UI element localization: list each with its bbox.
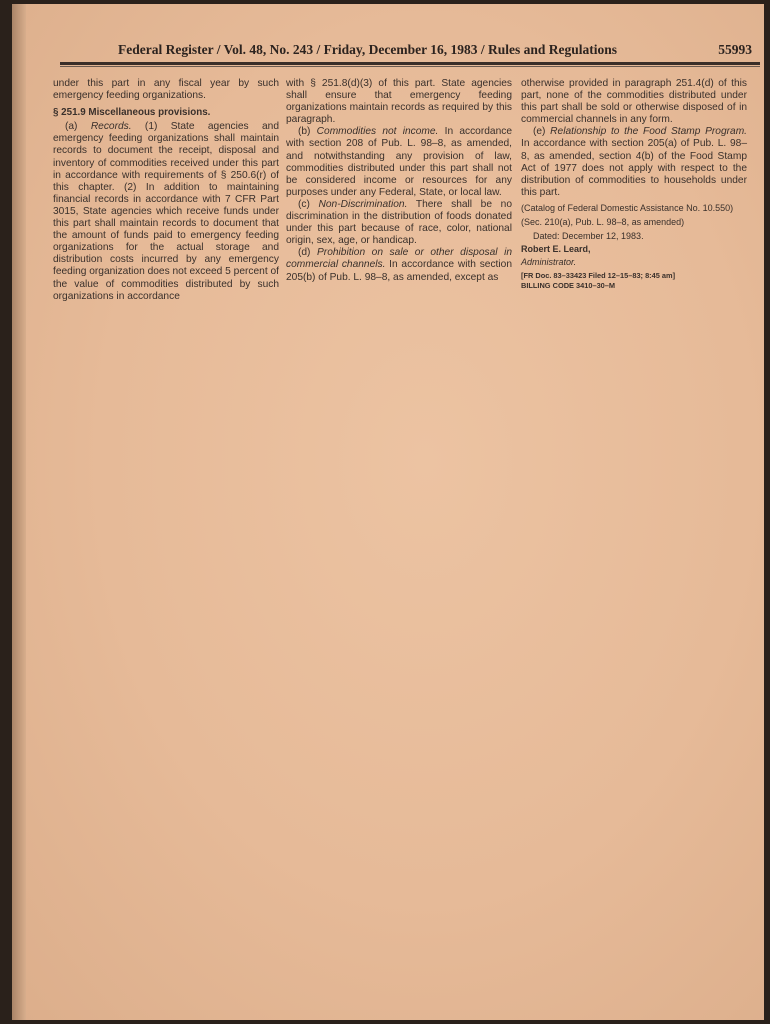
- document-page: [12, 4, 764, 1020]
- paragraph-e: [521, 126, 747, 199]
- paragraph-text: In accordance with section 205(a) of Pub. L. 98–8, as amended, section 4(b) of the Food Stamp Act of 1977 does not apply with respect to the distribution of commodities to households under this part.: [521, 138, 747, 198]
- fr-doc-line: [FR Doc. 83–33423 Filed 12–15–83; 8:45 am]: [521, 270, 676, 280]
- authority-citation: (Sec. 210(a), Pub. L. 98–8, as amended): [521, 216, 685, 227]
- paragraph-d: [286, 247, 512, 283]
- paragraph-text: In accordance with section 205(b) of Pub. L. 98–8, as amended, except as: [286, 259, 512, 283]
- paragraph-title: Non-Discrimination.: [318, 198, 408, 210]
- header-title: Federal Register / Vol. 48, No. 243 / Friday, December 16, 1983 / Rules and Regulations: [118, 42, 617, 57]
- paragraph-label: (e): [533, 126, 551, 138]
- page-number: 55993: [718, 42, 752, 57]
- dated-line: Dated: December 12, 1983.: [533, 230, 644, 241]
- billing-code: BILLING CODE 3410–30–M: [521, 280, 616, 290]
- paragraph-label: (b): [298, 126, 317, 138]
- paragraph-title: Relationship to the Food Stamp Program.: [550, 126, 748, 138]
- signer-name: Robert E. Leard,: [521, 243, 591, 254]
- paragraph-title: Prohibition on sale or other disposal in commercial channels.: [286, 247, 512, 271]
- paragraph-title: Records.: [90, 121, 132, 133]
- paragraph-title: Commodities not income.: [316, 126, 439, 138]
- binding-gutter: [12, 4, 26, 1020]
- column-3: [521, 78, 747, 291]
- paragraph: with § 251.8(d)(3) of this part. State agencies shall ensure that emergency feeding organizations maintain records as required by this paragraph.: [286, 78, 512, 126]
- header-rule: [60, 62, 760, 65]
- catalog-reference: (Catalog of Federal Domestic Assistance No. 10.550): [521, 202, 734, 213]
- paragraph-text: In accordance with section 208 of Pub. L. 98–8, as amended, and notwithstanding any provision of law, commodities distributed under this part shall not be considered income or resources for any purposes under any Federal, State, or local law.: [286, 126, 512, 198]
- column-1: [53, 78, 279, 303]
- paragraph-label: (c): [298, 198, 319, 210]
- running-header: [60, 40, 756, 62]
- paragraph-b: [286, 126, 512, 199]
- header-rule-thin: [60, 66, 760, 67]
- signer-title: Administrator.: [521, 256, 577, 267]
- paragraph-a: [53, 121, 279, 302]
- column-2: [286, 78, 512, 284]
- paragraph-text: There shall be no discrimination in the distribution of foods donated under this part because of race, color, national origin, sex, age, or handicap.: [286, 198, 512, 247]
- paragraph: otherwise provided in paragraph 251.4(d) of this part, none of the commodities distributed under this part shall be sold or otherwise disposed of in commercial channels in any form.: [521, 78, 747, 126]
- paragraph: under this part in any fiscal year by such emergency feeding organizations.: [53, 78, 279, 102]
- section-heading: § 251.9 Miscellaneous provisions.: [53, 107, 211, 119]
- paragraph-c: [286, 199, 512, 247]
- paragraph-label: (d): [298, 247, 317, 259]
- paragraph-text: (1) State agencies and emergency feeding organizations shall maintain records to document the receipt, disposal and inventory of commodities received under this part in accordance with requirements of § 250.6(r) of this chapter. (2) In addition to maintaining financial records in accordance with 7 CFR Part 3015, State agencies which receive funds under this part shall maintain records to document that the amount of funds paid to emergency feeding organizations for the actual storage and distribution costs incurred by any emergency feeding organization does not exceed 5 percent of the value of commodities distributed by such organizations in accordance: [53, 121, 280, 302]
- paragraph-label: (a): [65, 121, 91, 133]
